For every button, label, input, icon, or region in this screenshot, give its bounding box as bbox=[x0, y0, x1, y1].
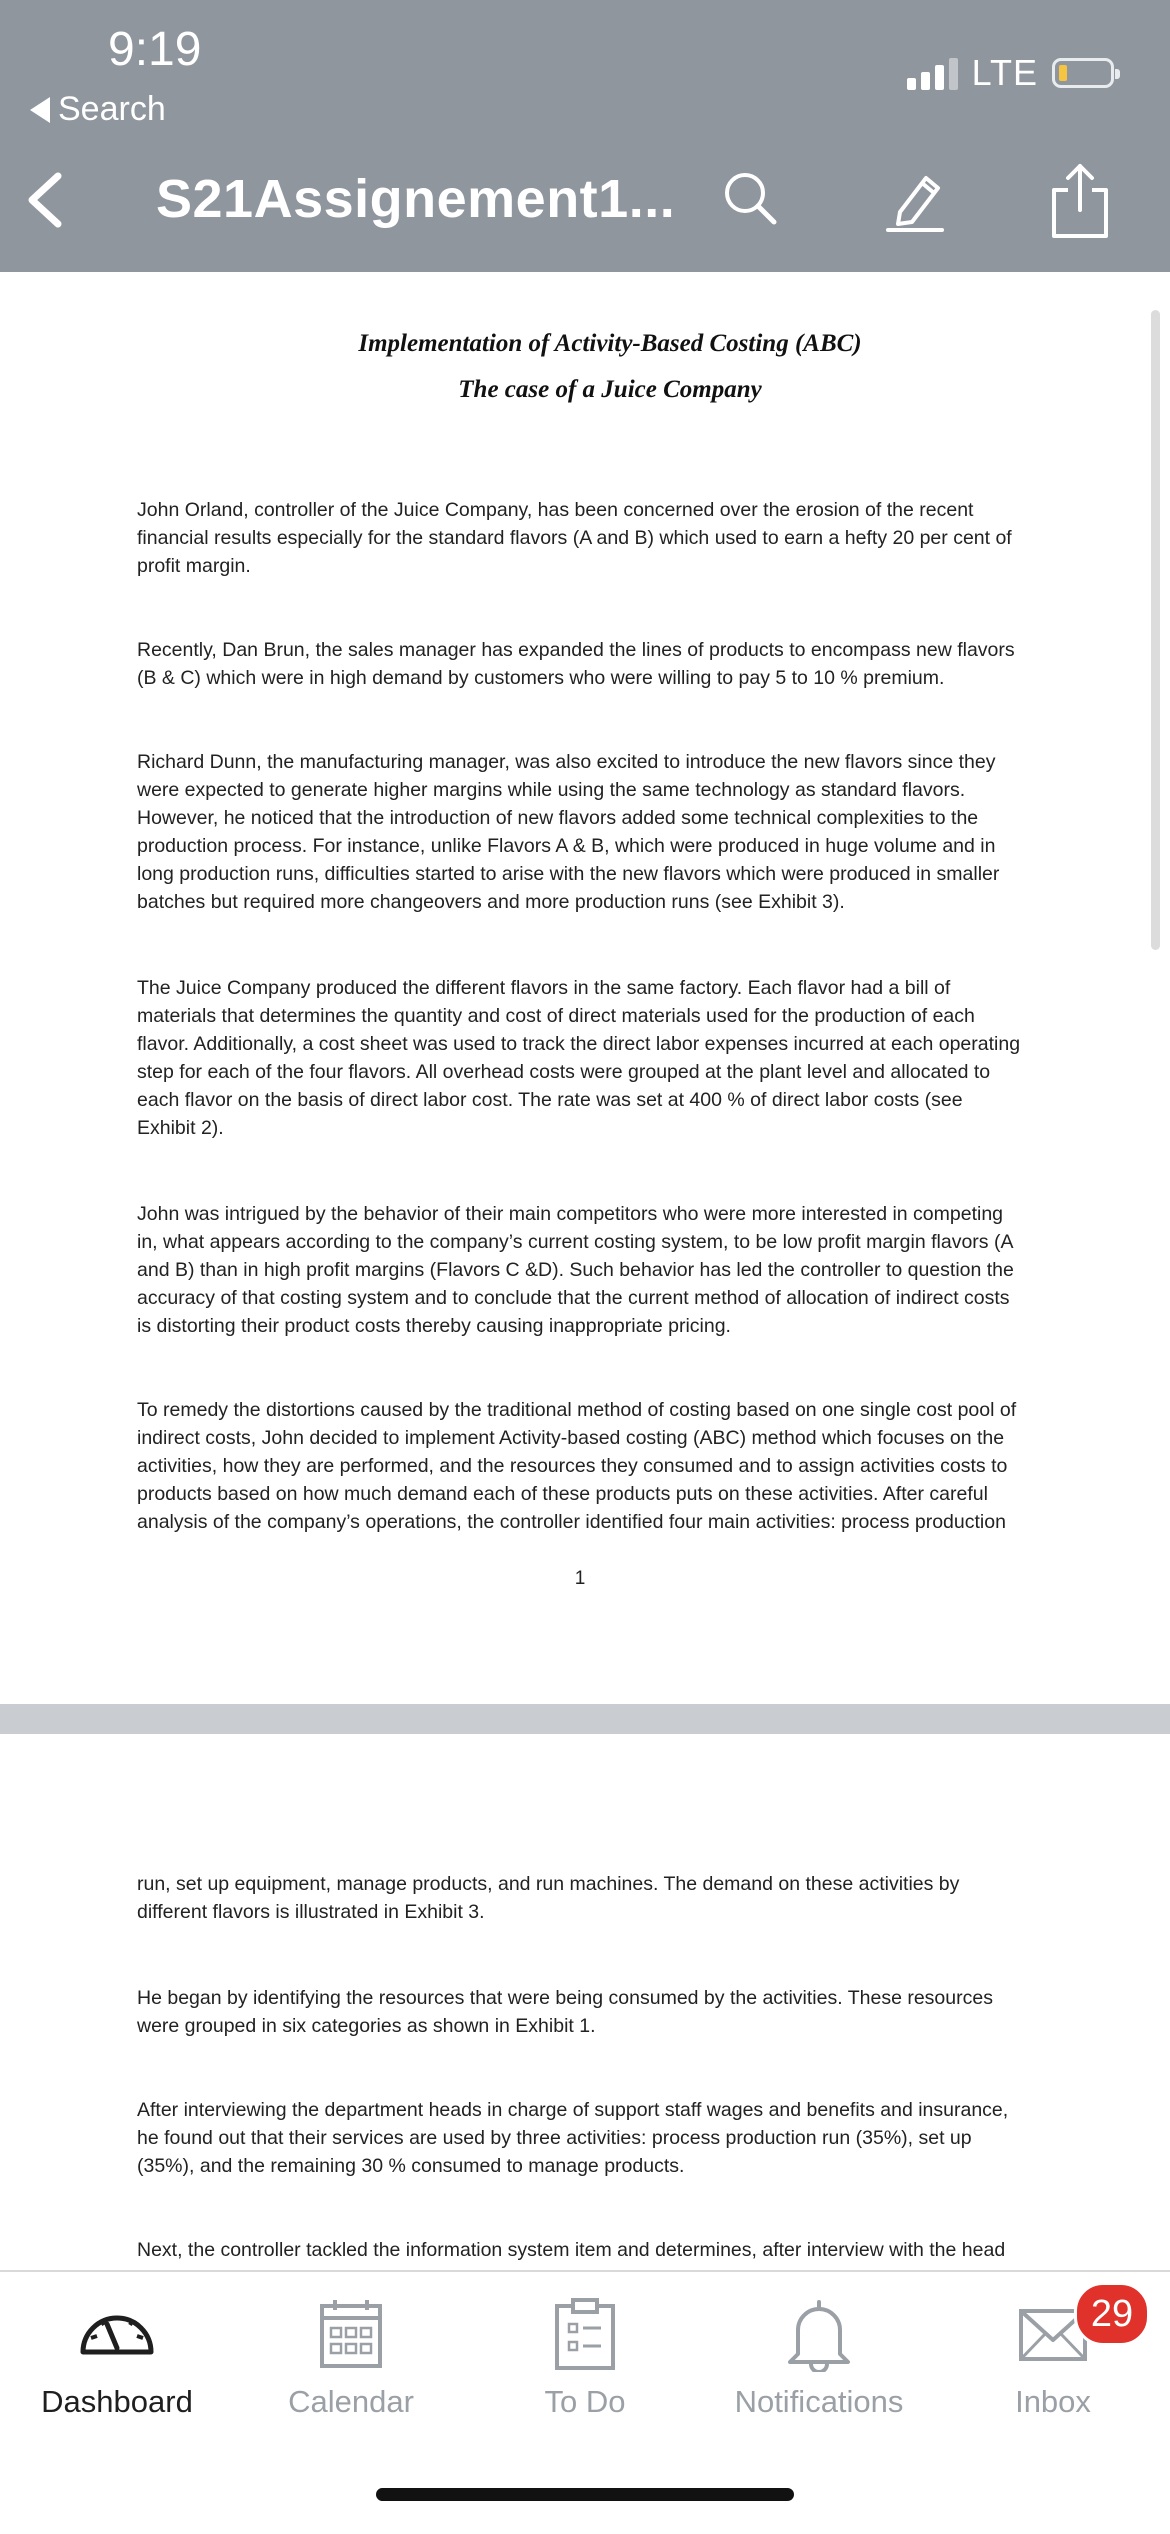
tab-notifications[interactable] bbox=[702, 2272, 936, 2422]
paragraph: To remedy the distortions caused by the traditional method of costing based on one single cost pool of indirect costs, John decided to implement Activity-based costing (ABC) method which focuses on the activities, how they are performed, and the resources they consumed and to assign activities costs to products based on how much demand each of these products puts on these activities. After careful analysis of the company’s operations, the controller identified four main activities: process production bbox=[137, 1399, 1017, 1533]
status-time: 9:19 bbox=[108, 23, 202, 76]
tab-label: Inbox bbox=[1015, 2384, 1091, 2419]
signal-strength-icon bbox=[907, 56, 958, 90]
document-subheading: The case of a Juice Company bbox=[458, 376, 762, 403]
paragraph: He began by identifying the resources that were being consumed by the activities. These resources were grouped in six categories as shown in Exhibit 1. bbox=[137, 1987, 993, 2037]
inbox-unread-badge: 29 bbox=[1074, 2282, 1150, 2346]
page-separator bbox=[0, 1704, 1170, 1734]
tab-label: Calendar bbox=[288, 2384, 414, 2419]
paragraph: John Orland, controller of the Juice Company, has been concerned over the erosion of the recent financial results especially for the standard flavors (A and B) which used to earn a hefty 20 per cent of profit margin. bbox=[137, 499, 1012, 577]
tab-dashboard[interactable] bbox=[0, 2272, 234, 2422]
tab-label: Notifications bbox=[734, 2384, 904, 2419]
paragraph: The Juice Company produced the different flavors in the same factory. Each flavor had a bill of materials that determines the quantity and cost of direct materials used for the production of each flavor. Additionally, a cost sheet was used to track the direct labor expenses incurred at each operating step for each of the four flavors. All overhead costs were grouped at the plant level and allocated to each flavor on the basis of direct labor cost. The rate was set at 400 % of direct labor costs (see Exhibit 2). bbox=[137, 977, 1021, 1139]
tab-todo[interactable] bbox=[468, 2272, 702, 2422]
search-icon[interactable] bbox=[720, 168, 780, 228]
paragraph: John was intrigued by the behavior of their main competitors who were more interested in competing in, what appears according to the company’s current costing system, to be low profit margin flavors (A and B) than in high profit margins (Flavors C &D). Such behavior has led the controller to question the accuracy of that costing system and to conclude that the current method of allocation of indirect costs is distorting their product costs thereby causing inappropriate pricing. bbox=[137, 1203, 1014, 1337]
document-page-2 bbox=[0, 1734, 1170, 2274]
paragraph: Recently, Dan Brun, the sales manager has expanded the lines of products to encompass new flavors (B & C) which were in high demand by customers who were willing to pay 5 to 10 % premium. bbox=[137, 639, 1015, 689]
tab-calendar[interactable] bbox=[234, 2272, 468, 2422]
paragraph: Next, the controller tackled the information system item and determines, after interview with the head bbox=[137, 2239, 1006, 2261]
bell-icon bbox=[784, 2298, 854, 2372]
share-icon[interactable] bbox=[1048, 160, 1112, 240]
home-indicator[interactable] bbox=[376, 2488, 794, 2501]
document-title: S21Assignement1... bbox=[156, 169, 676, 229]
paragraph: Richard Dunn, the manufacturing manager, was also excited to introduce the new flavors since they were expected to generate higher margins while using the same technology as standard flavors. However, he noticed that the introduction of new flavors added some technical complexities to the production process. For instance, unlike Flavors A & B, which were produced in huge volume and in long production runs, difficulties started to arise with the new flavors which were produced in smaller batches but required more changeovers and more production runs (see Exhibit 3). bbox=[137, 751, 1000, 913]
dashboard-gauge-icon bbox=[75, 2298, 159, 2362]
network-type: LTE bbox=[971, 52, 1038, 93]
tab-inbox[interactable] bbox=[936, 2272, 1170, 2422]
tab-label: To Do bbox=[544, 2384, 626, 2419]
annotate-pen-icon[interactable] bbox=[882, 168, 948, 234]
vertical-scrollbar[interactable] bbox=[1151, 310, 1160, 950]
page-number: 1 bbox=[574, 1568, 586, 1589]
battery-icon bbox=[1052, 58, 1114, 88]
back-app-label: Search bbox=[58, 90, 166, 128]
document-page-1 bbox=[0, 272, 1170, 1704]
back-triangle-icon bbox=[30, 97, 50, 123]
tab-label: Dashboard bbox=[41, 2384, 193, 2419]
paragraph: After interviewing the department heads in charge of support staff wages and benefits and insurance, he found out that their services are used by three activities: process production run (35%), set up (35%), and the remaining 30 % consumed to manage products. bbox=[137, 2099, 1009, 2177]
back-chevron-icon[interactable] bbox=[20, 170, 70, 230]
document-heading: Implementation of Activity-Based Costing (ABC) bbox=[358, 330, 862, 357]
status-indicators bbox=[907, 52, 1114, 94]
todo-clipboard-icon bbox=[553, 2298, 617, 2372]
top-header bbox=[0, 0, 1170, 272]
back-to-app-button[interactable] bbox=[30, 90, 166, 129]
paragraph: run, set up equipment, manage products, and run machines. The demand on these activities by different flavors is illustrated in Exhibit 3. bbox=[137, 1873, 960, 1923]
calendar-icon bbox=[319, 2298, 383, 2370]
